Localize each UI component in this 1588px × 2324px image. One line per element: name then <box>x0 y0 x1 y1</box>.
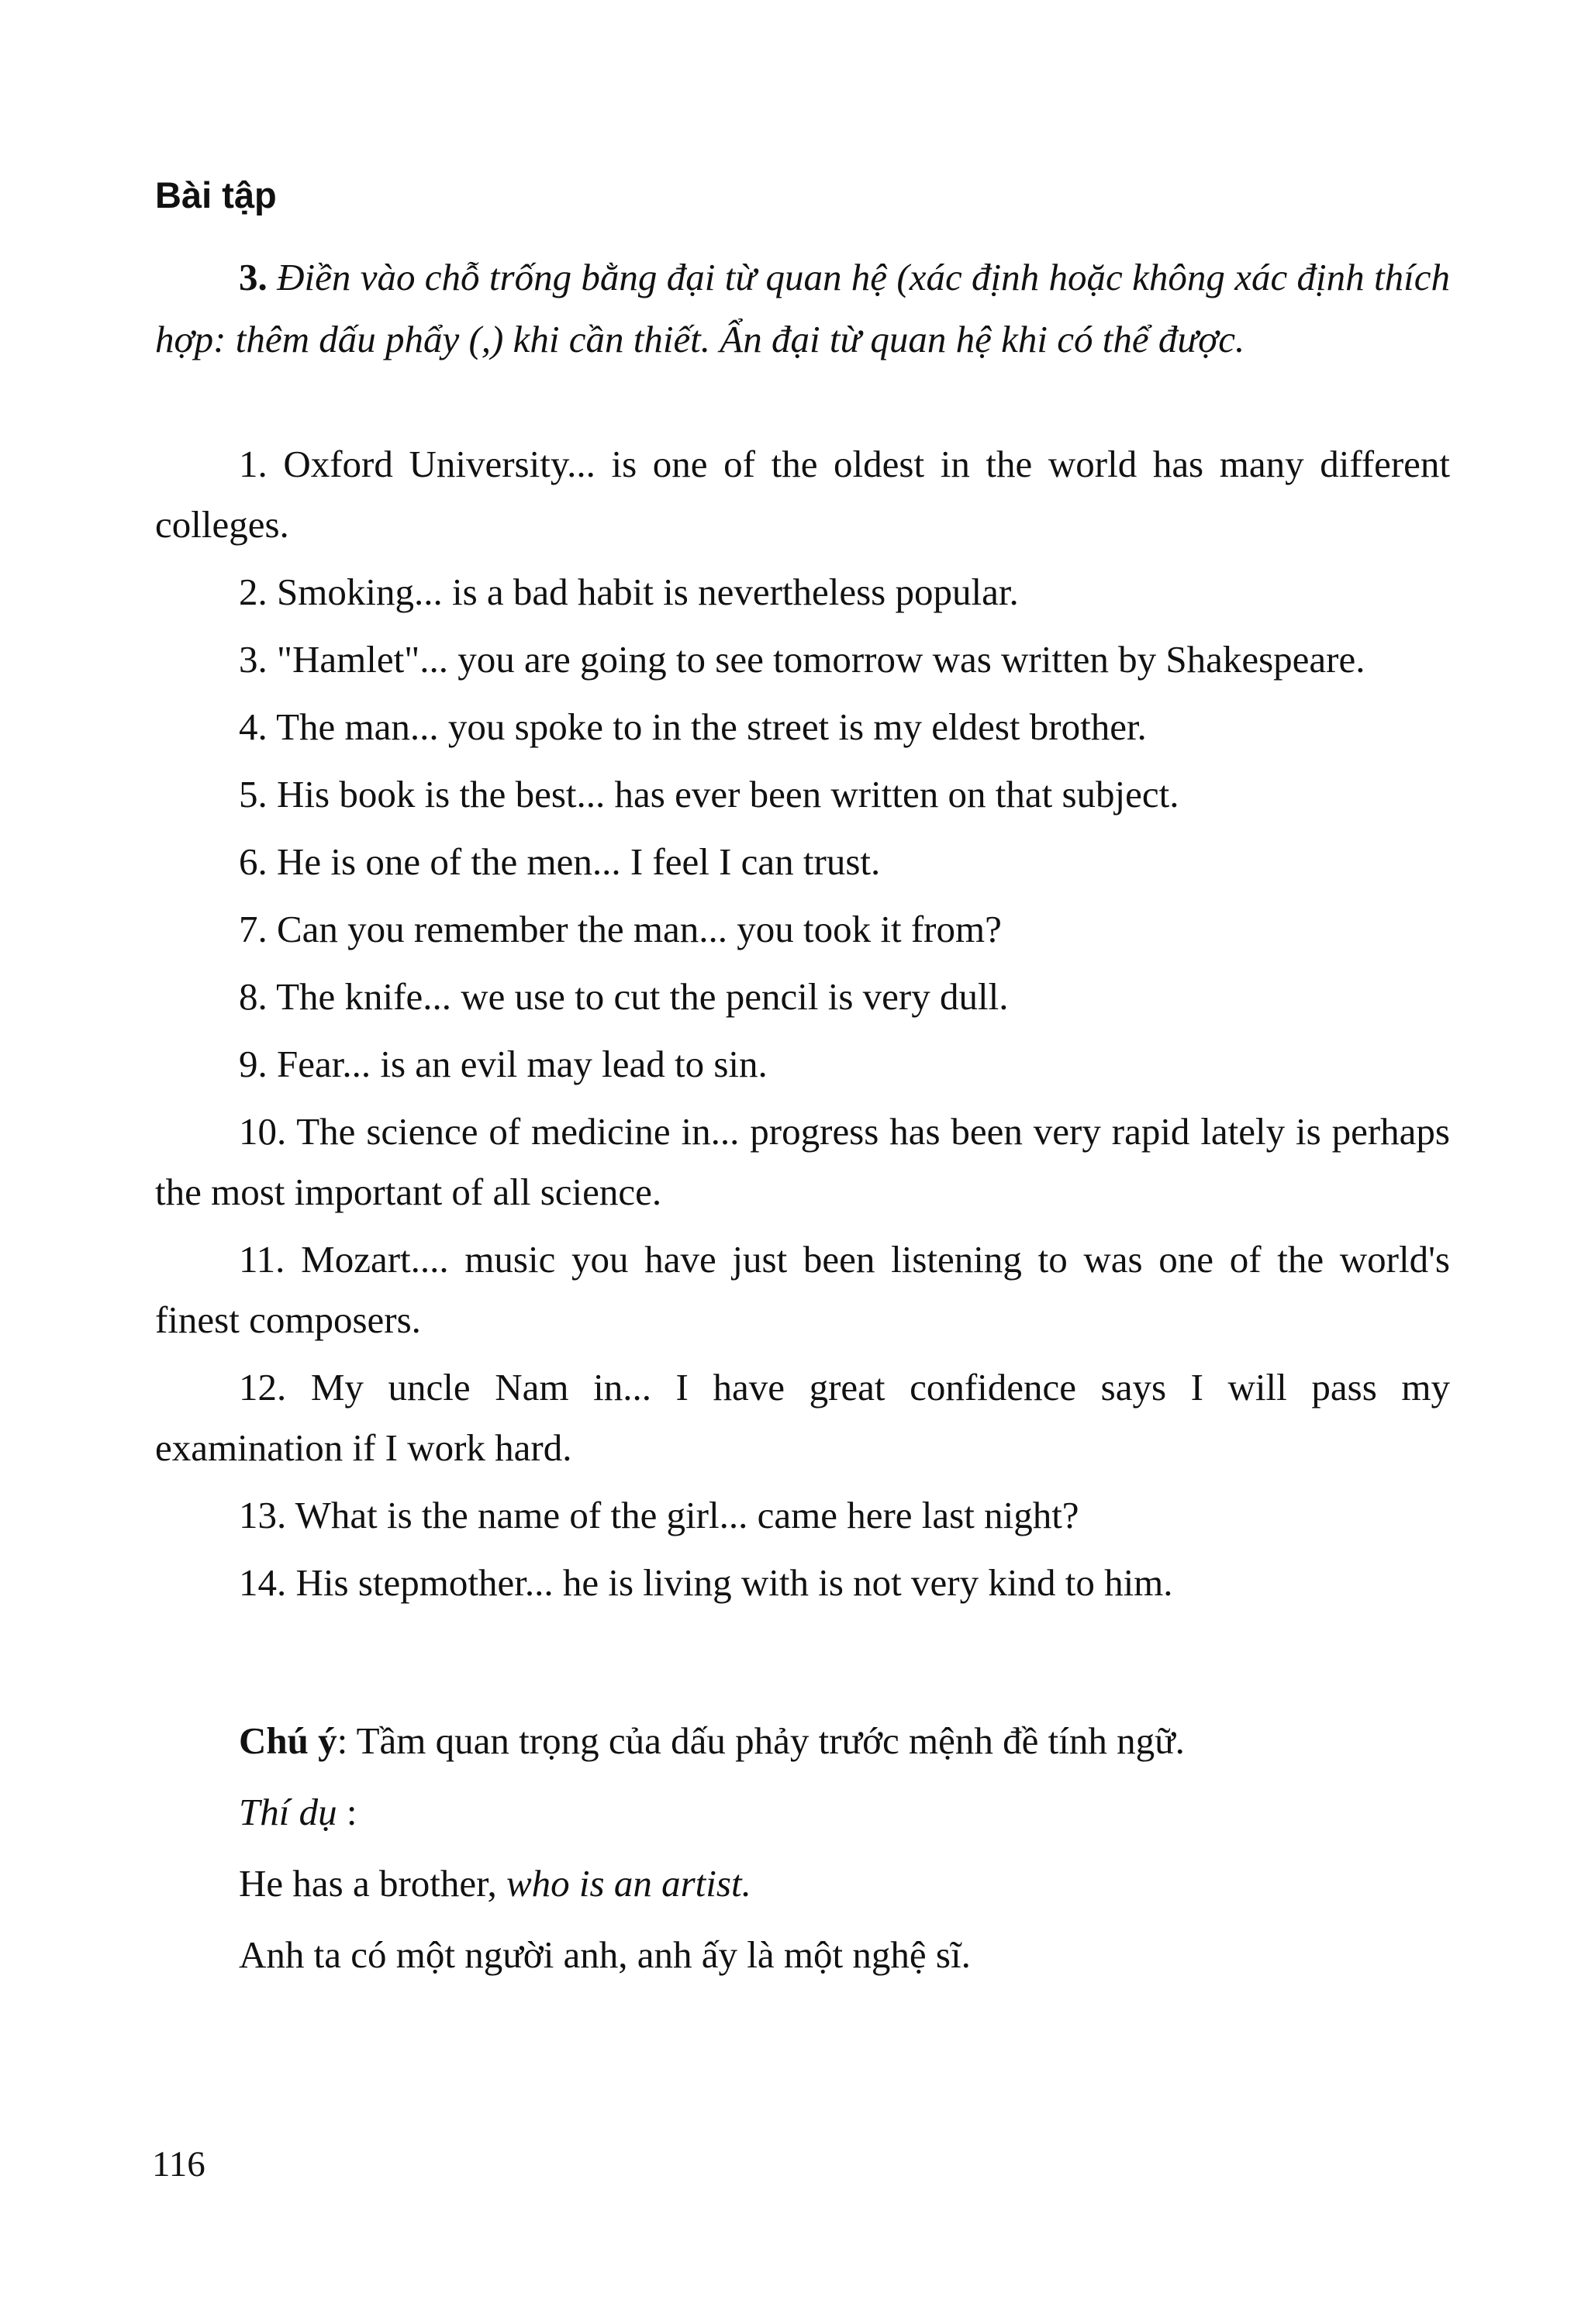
note-label: Chú ý <box>239 1719 337 1762</box>
note-text: : Tầm quan trọng của dấu phảy trước mệnh đề tính ngữ. <box>337 1719 1185 1762</box>
note-line <box>155 1710 1450 1772</box>
exercise-item: 12. My uncle Nam in... I have great confidence says I will pass my examination if I work hard. <box>155 1366 1450 1469</box>
example-label-line <box>155 1781 1450 1843</box>
example-prefix: He has a brother, <box>239 1862 506 1905</box>
page-number: 116 <box>152 2144 205 2184</box>
section-heading: Bài tập <box>155 174 277 216</box>
exercise-item: 3. "Hamlet"... you are going to see tomorrow was written by Shakespeare. <box>239 638 1365 681</box>
example-translation: Anh ta có một người anh, anh ấy là một nghệ sĩ. <box>239 1933 971 1976</box>
exercise-item: 4. The man... you spoke to in the street is my eldest brother. <box>239 705 1147 748</box>
note-section <box>155 1710 1450 1995</box>
instruction-text: Điền vào chỗ trống bằng đại từ quan hệ (xác định hoặc không xác định thích hợp: thêm dấu phẩy (,) khi cần thiết. Ẩn đại từ quan hệ khi có thể được. <box>155 256 1450 360</box>
exercise-item: 8. The knife... we use to cut the pencil is very dull. <box>239 975 1009 1018</box>
example-colon: : <box>337 1791 357 1833</box>
exercise-item: 6. He is one of the men... I feel I can trust. <box>239 840 881 883</box>
exercise-instruction <box>155 247 1450 371</box>
exercise-item: 5. His book is the best... has ever been written on that subject. <box>239 773 1179 815</box>
exercise-item: 13. What is the name of the girl... came here last night? <box>239 1494 1079 1536</box>
exercise-item: 1. Oxford University... is one of the oldest in the world has many different colleges. <box>155 443 1450 546</box>
exercise-item: 2. Smoking... is a bad habit is nevertheless popular. <box>239 571 1019 613</box>
example-sentence <box>155 1853 1450 1915</box>
exercise-list <box>155 434 1450 1620</box>
exercise-item: 11. Mozart.... music you have just been listening to was one of the world's finest composers. <box>155 1238 1450 1341</box>
example-italic: who is an artist. <box>506 1862 751 1905</box>
exercise-item: 7. Can you remember the man... you took it from? <box>239 908 1002 950</box>
exercise-number: 3. <box>239 256 268 298</box>
exercise-item: 9. Fear... is an evil may lead to sin. <box>239 1043 768 1085</box>
exercise-item: 10. The science of medicine in... progress has been very rapid lately is perhaps the most important of all science. <box>155 1110 1450 1213</box>
exercise-item: 14. His stepmother... he is living with is not very kind to him. <box>239 1561 1173 1604</box>
example-label: Thí dụ <box>239 1791 337 1833</box>
